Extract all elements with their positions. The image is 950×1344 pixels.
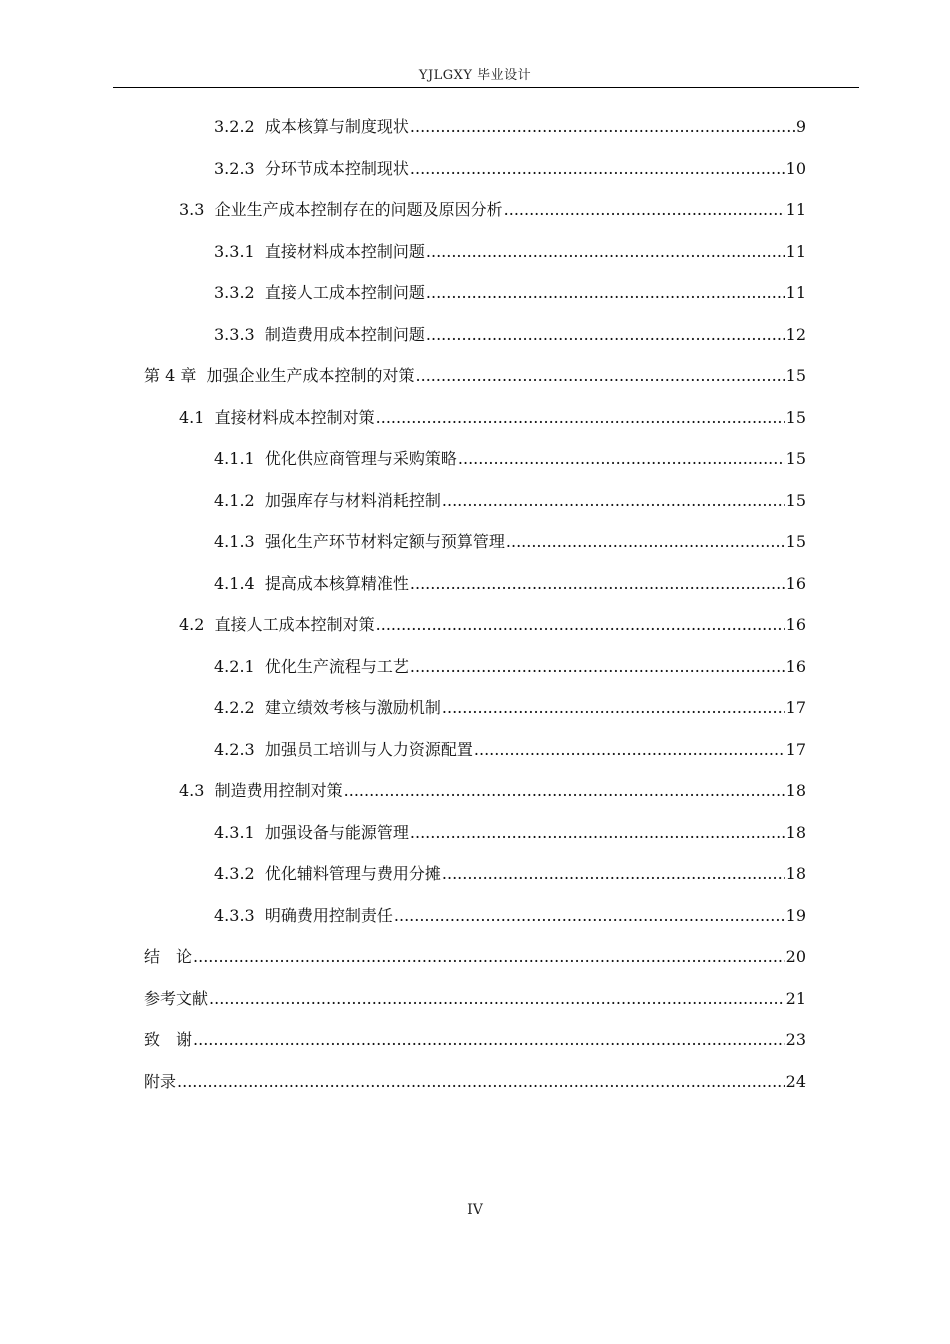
toc-entry-page: 10 [785,159,806,178]
toc-entry-title: 直接材料成本控制问题 [264,242,425,261]
toc-entry-page: 23 [785,1030,806,1049]
toc-entry-number: 4.3 [179,781,205,800]
toc-entry-page: 24 [785,1072,806,1091]
toc-entry[interactable] [214,740,806,760]
toc-entry[interactable] [214,906,806,926]
toc-entry-page: 21 [785,989,806,1008]
toc-entry[interactable] [214,574,806,594]
toc-entry[interactable] [214,698,806,718]
toc-entry-title: 优化辅料管理与费用分摊 [264,864,441,883]
toc-entry[interactable] [144,1030,806,1050]
toc-entry-page: 15 [785,449,806,468]
toc-leader-dots [394,906,785,926]
toc-entry-number: 4.1.1 [214,449,255,468]
toc-entry-page: 16 [785,657,806,676]
toc-entry-title: 明确费用控制责任 [264,906,393,925]
toc-entry-number: 4.2.2 [214,698,255,717]
toc-entry[interactable] [144,947,806,967]
toc-entry-page: 19 [785,906,806,925]
toc-entry[interactable] [214,532,806,552]
toc-entry-page: 15 [785,366,806,385]
toc-entry-number: 3.2.3 [214,159,255,178]
toc-entry-page: 9 [795,117,806,136]
toc-entry-page: 16 [785,615,806,634]
toc-entry-title: 直接人工成本控制问题 [264,283,425,302]
toc-entry[interactable] [214,325,806,345]
toc-entry-title: 参考文献 [144,989,209,1008]
toc-leader-dots [504,200,785,220]
toc-entry-title: 分环节成本控制现状 [264,159,409,178]
toc-leader-dots [410,117,795,137]
toc-entry-number: 第 4 章 [144,366,197,385]
toc-entry[interactable] [214,657,806,677]
toc-entry-number: 3.3.3 [214,325,255,344]
toc-entry-number: 4.1.3 [214,532,255,551]
toc-entry-page: 17 [785,698,806,717]
toc-leader-dots [426,283,785,303]
toc-leader-dots [410,574,785,594]
toc-entry-number: 4.1.2 [214,491,255,510]
toc-entry-page: 18 [785,823,806,842]
toc-entry-page: 11 [785,283,806,302]
toc-entry-number: 4.3.1 [214,823,255,842]
toc-entry-title: 加强员工培训与人力资源配置 [264,740,473,759]
toc-entry-page: 11 [785,200,806,219]
toc-entry-number: 4.2 [179,615,205,634]
toc-entry-title: 优化供应商管理与采购策略 [264,449,457,468]
toc-entry-title: 制造费用控制对策 [214,781,343,800]
toc-entry-page: 15 [785,532,806,551]
toc-entry-title: 附录 [144,1072,177,1091]
toc-leader-dots [474,740,785,760]
toc-entry-number: 4.3.2 [214,864,255,883]
toc-entry[interactable] [179,408,806,428]
toc-leader-dots [177,1072,785,1092]
toc-entry-title: 优化生产流程与工艺 [264,657,409,676]
toc-entry[interactable] [214,242,806,262]
toc-leader-dots [344,781,785,801]
toc-entry-title: 制造费用成本控制问题 [264,325,425,344]
toc-entry-number: 4.3.3 [214,906,255,925]
toc-leader-dots [458,449,785,469]
toc-entry-title: 加强设备与能源管理 [264,823,409,842]
toc-leader-dots [442,864,785,884]
toc-entry-page: 11 [785,242,806,261]
toc-leader-dots [506,532,785,552]
toc-leader-dots [376,408,785,428]
toc-entry[interactable] [214,823,806,843]
toc-entry-page: 16 [785,574,806,593]
toc-entry-title: 直接材料成本控制对策 [214,408,375,427]
toc-entry-page: 20 [785,947,806,966]
toc-entry-title: 企业生产成本控制存在的问题及原因分析 [214,200,503,219]
toc-leader-dots [376,615,785,635]
toc-entry-number: 4.2.1 [214,657,255,676]
header-rule [113,87,859,88]
toc-entry[interactable] [214,491,806,511]
toc-entry[interactable] [214,449,806,469]
toc-entry-title: 成本核算与制度现状 [264,117,409,136]
toc-entry[interactable] [214,159,806,179]
toc-entry-title: 结 论 [144,947,193,966]
toc-entry-number: 3.3.2 [214,283,255,302]
toc-leader-dots [442,491,785,511]
toc-entry[interactable] [144,1072,806,1092]
toc-entry-page: 12 [785,325,806,344]
toc-entry-page: 15 [785,491,806,510]
toc-entry-number: 4.1 [179,408,205,427]
toc-entry-page: 18 [785,781,806,800]
toc-entry-title: 致 谢 [144,1030,193,1049]
toc-leader-dots [209,989,785,1009]
toc-entry-title: 直接人工成本控制对策 [214,615,375,634]
toc-entry-number: 4.2.3 [214,740,255,759]
toc-leader-dots [442,698,785,718]
toc-entry[interactable] [144,989,806,1009]
toc-entry-title: 强化生产环节材料定额与预算管理 [264,532,505,551]
toc-entry-title: 加强企业生产成本控制的对策 [206,366,415,385]
toc-leader-dots [410,823,785,843]
toc-entry-title: 提高成本核算精准性 [264,574,409,593]
toc-entry-title: 建立绩效考核与激励机制 [264,698,441,717]
toc-entry-number: 4.1.4 [214,574,255,593]
toc-entry-page: 15 [785,408,806,427]
toc-entry-page: 17 [785,740,806,759]
toc-entry[interactable] [179,615,806,635]
toc-entry-title: 加强库存与材料消耗控制 [264,491,441,510]
toc-leader-dots [410,657,785,677]
toc-leader-dots [410,159,785,179]
toc-leader-dots [416,366,785,386]
toc-leader-dots [193,947,785,967]
toc-entry[interactable] [179,781,806,801]
toc-entry[interactable] [214,117,806,137]
toc-leader-dots [193,1030,785,1050]
toc-entry-number: 3.3 [179,200,205,219]
page-header: YJLGXY 毕业设计 [418,68,532,83]
toc-entry-number: 3.2.2 [214,117,255,136]
toc-entry[interactable] [214,864,806,884]
page-number: IV [467,1202,483,1218]
toc-leader-dots [426,242,785,262]
toc-entry[interactable] [214,283,806,303]
toc-entry[interactable] [179,200,806,220]
toc-entry[interactable] [144,366,806,386]
toc-leader-dots [426,325,785,345]
toc-entry-number: 3.3.1 [214,242,255,261]
toc-entry-page: 18 [785,864,806,883]
